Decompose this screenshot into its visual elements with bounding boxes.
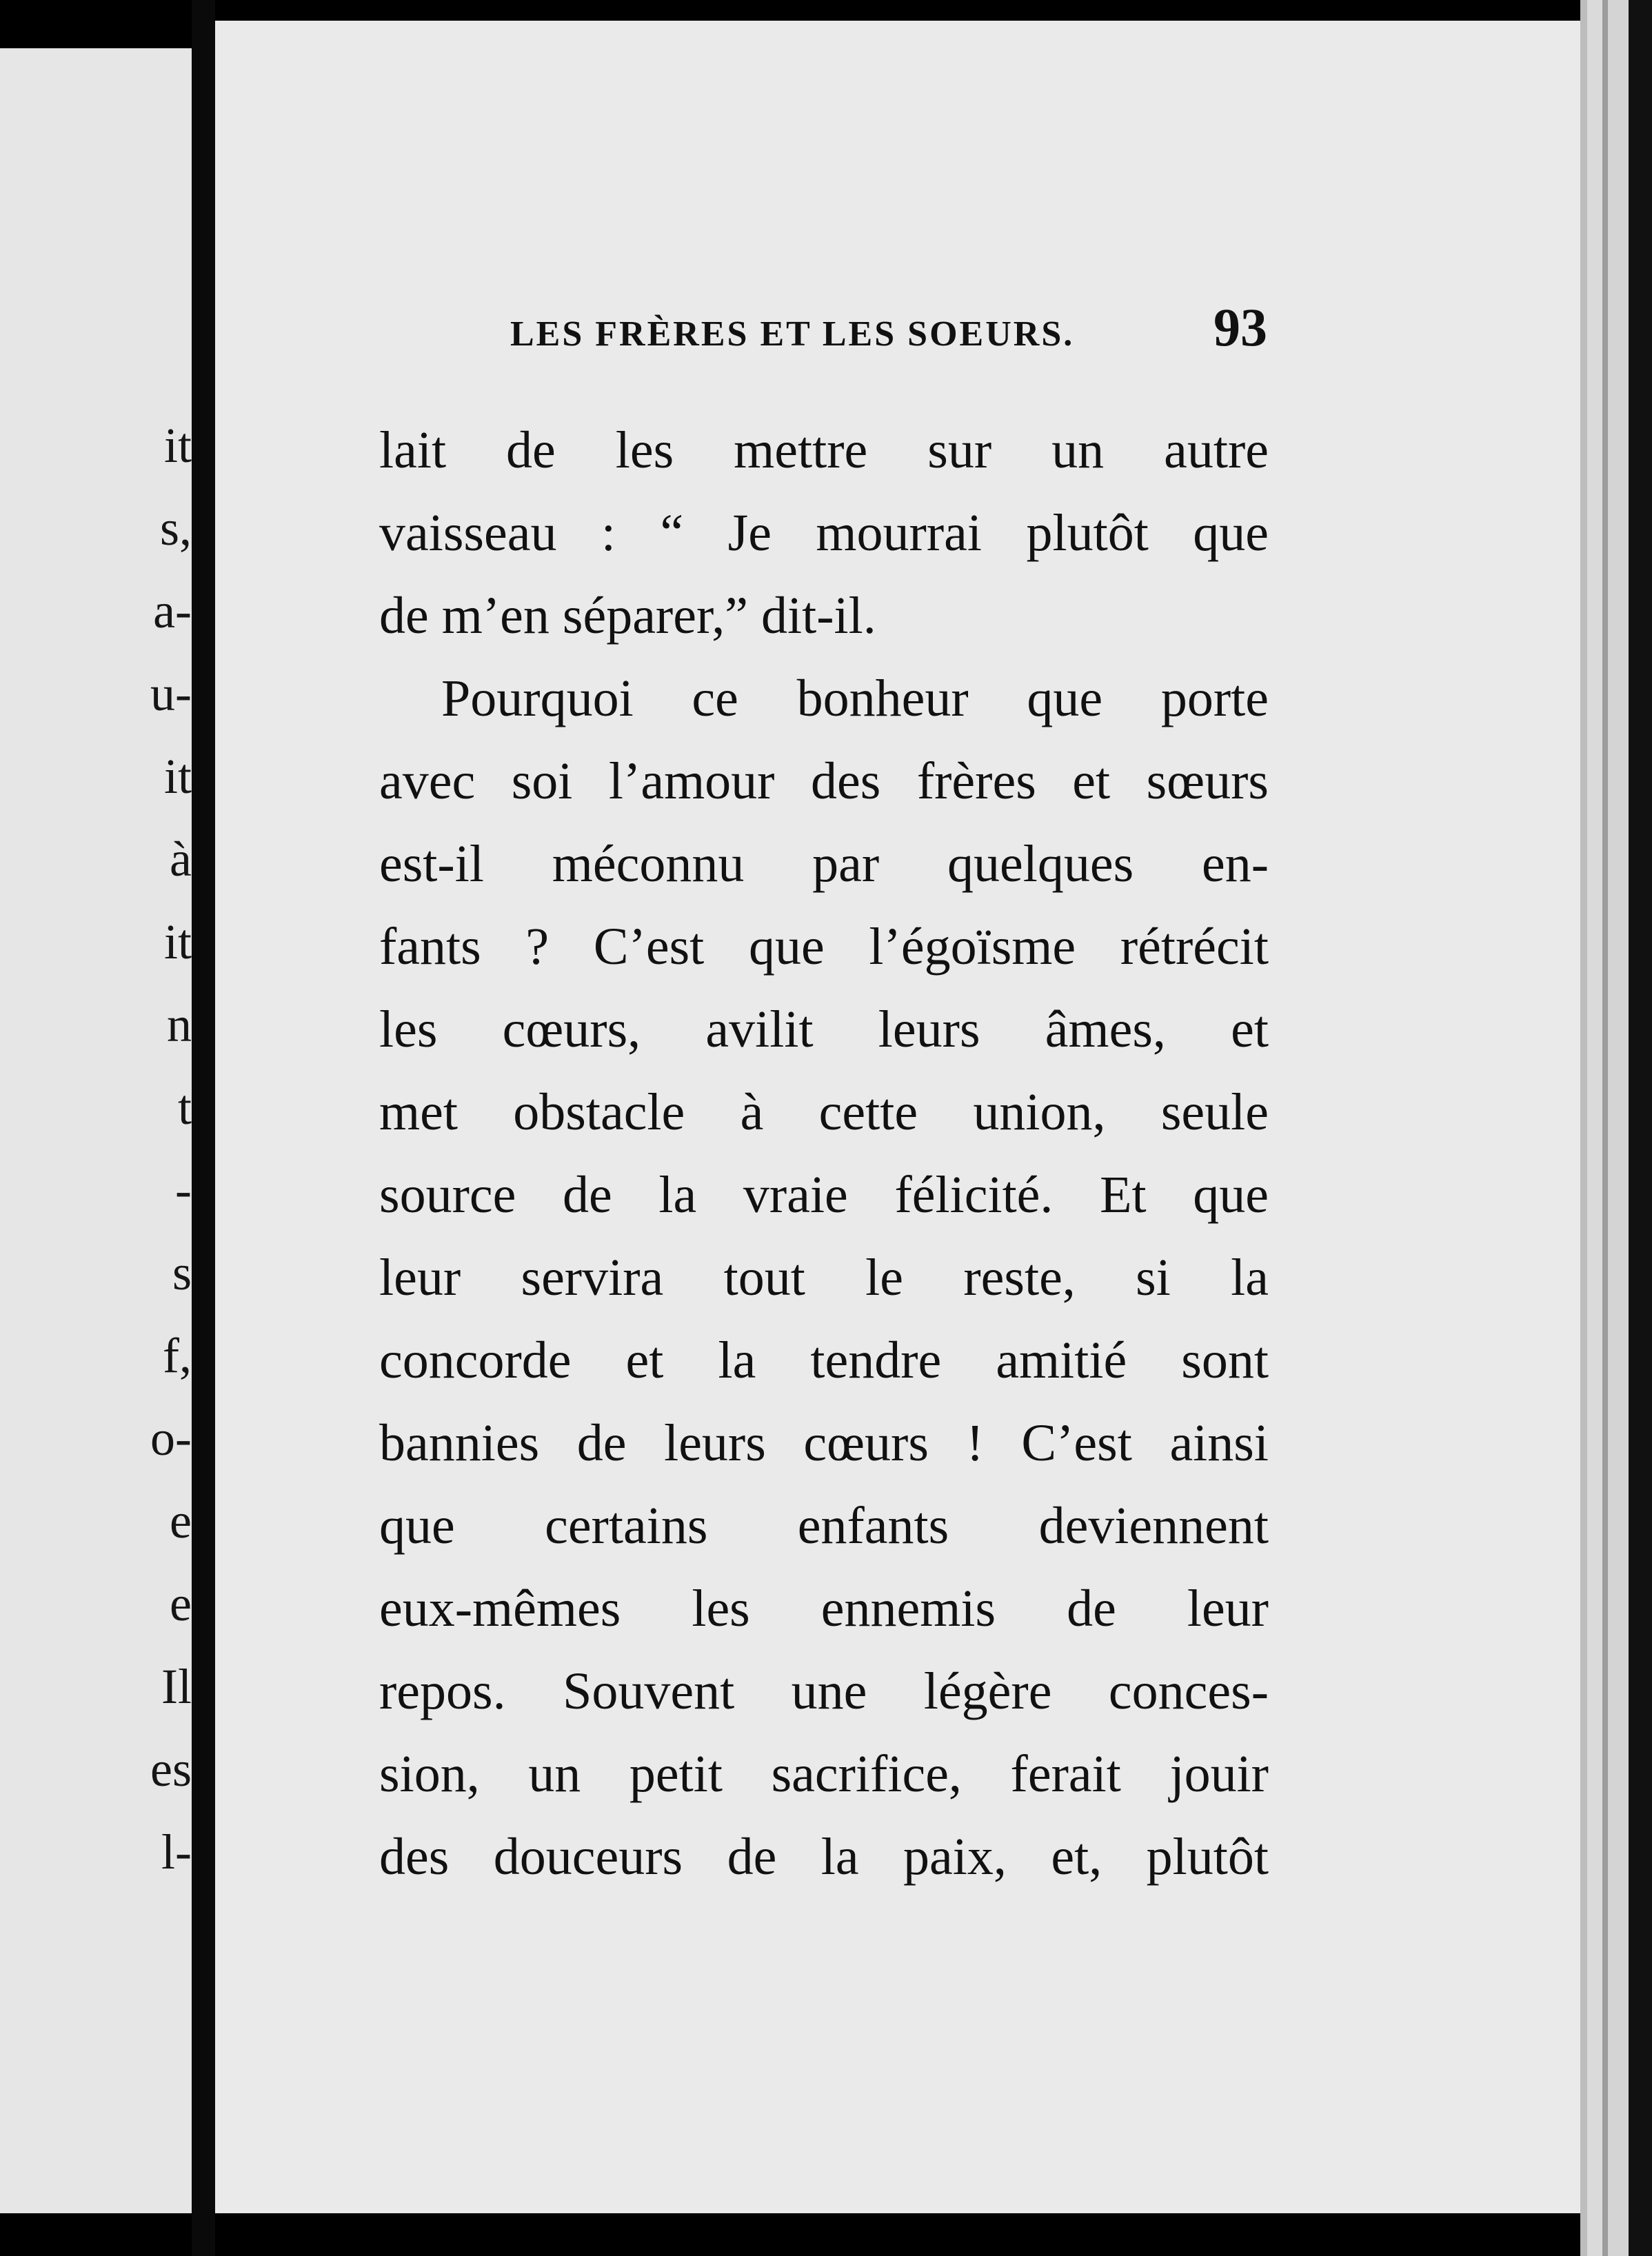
running-head: LES FRÈRES ET LES SOEURS. [510, 314, 1075, 354]
body-text-line: repos. Souvent une légère conces- [379, 1662, 1269, 1720]
facing-page-line: s, [159, 501, 192, 556]
page-edge [1629, 0, 1652, 2256]
body-text-line: leur servira tout le reste, si la [379, 1249, 1269, 1307]
body-text-line: fants ? C’est que l’égoïsme rétrécit [379, 918, 1269, 976]
facing-page [0, 48, 192, 2213]
page-edge [1580, 0, 1587, 2256]
facing-page-line: l- [161, 1824, 192, 1880]
body-text-line: sion, un petit sacrifice, ferait jouir [379, 1745, 1269, 1803]
facing-page-line: n [167, 997, 192, 1052]
page-edge [1608, 0, 1629, 2256]
body-text-line: concorde et la tendre amitié sont [379, 1331, 1269, 1389]
body-text-line: bannies de leurs cœurs ! C’est ainsi [379, 1414, 1269, 1472]
body-text-line: avec soi l’amour des frères et sœurs [379, 752, 1269, 810]
page-edge [1587, 0, 1602, 2256]
body-text-line: les cœurs, avilit leurs âmes, et [379, 1000, 1269, 1058]
facing-page-line: Il [161, 1659, 192, 1714]
facing-page-line: it [163, 914, 192, 969]
facing-page-line: es [150, 1742, 192, 1797]
body-text-line: Pourquoi ce bonheur que porte [441, 669, 1269, 727]
facing-page-line: it [163, 418, 192, 473]
facing-page-line: o- [150, 1411, 192, 1466]
body-text-line: source de la vraie félicité. Et que [379, 1166, 1269, 1224]
facing-page-line: s [172, 1245, 192, 1300]
body-text-line: vaisseau : “ Je mourrai plutôt que [379, 504, 1269, 562]
body-text-line: est-il méconnu par quelques en- [379, 835, 1269, 893]
facing-page-line: it [163, 749, 192, 804]
body-text-line: de m’en séparer,” dit-il. [379, 587, 876, 645]
body-text-line: met obstacle à cette union, seule [379, 1083, 1269, 1141]
facing-page-line: a- [153, 583, 192, 638]
facing-page-line: - [175, 1162, 192, 1218]
page-number: 93 [1213, 297, 1267, 357]
facing-page-line: t [177, 1080, 192, 1135]
facing-page-line: à [170, 832, 192, 887]
body-text-line: lait de les mettre sur un autre [379, 421, 1269, 479]
book-gutter [192, 0, 215, 2256]
facing-page-line: u- [150, 666, 192, 721]
facing-page-line: e [170, 1493, 192, 1549]
body-text-line: des douceurs de la paix, et, plutôt [379, 1828, 1269, 1886]
facing-page-line: f, [163, 1328, 192, 1383]
facing-page-line: e [170, 1576, 192, 1631]
body-text-line: que certains enfants deviennent [379, 1497, 1269, 1555]
page-edge [1602, 0, 1608, 2256]
body-text-line: eux-mêmes les ennemis de leur [379, 1580, 1269, 1638]
